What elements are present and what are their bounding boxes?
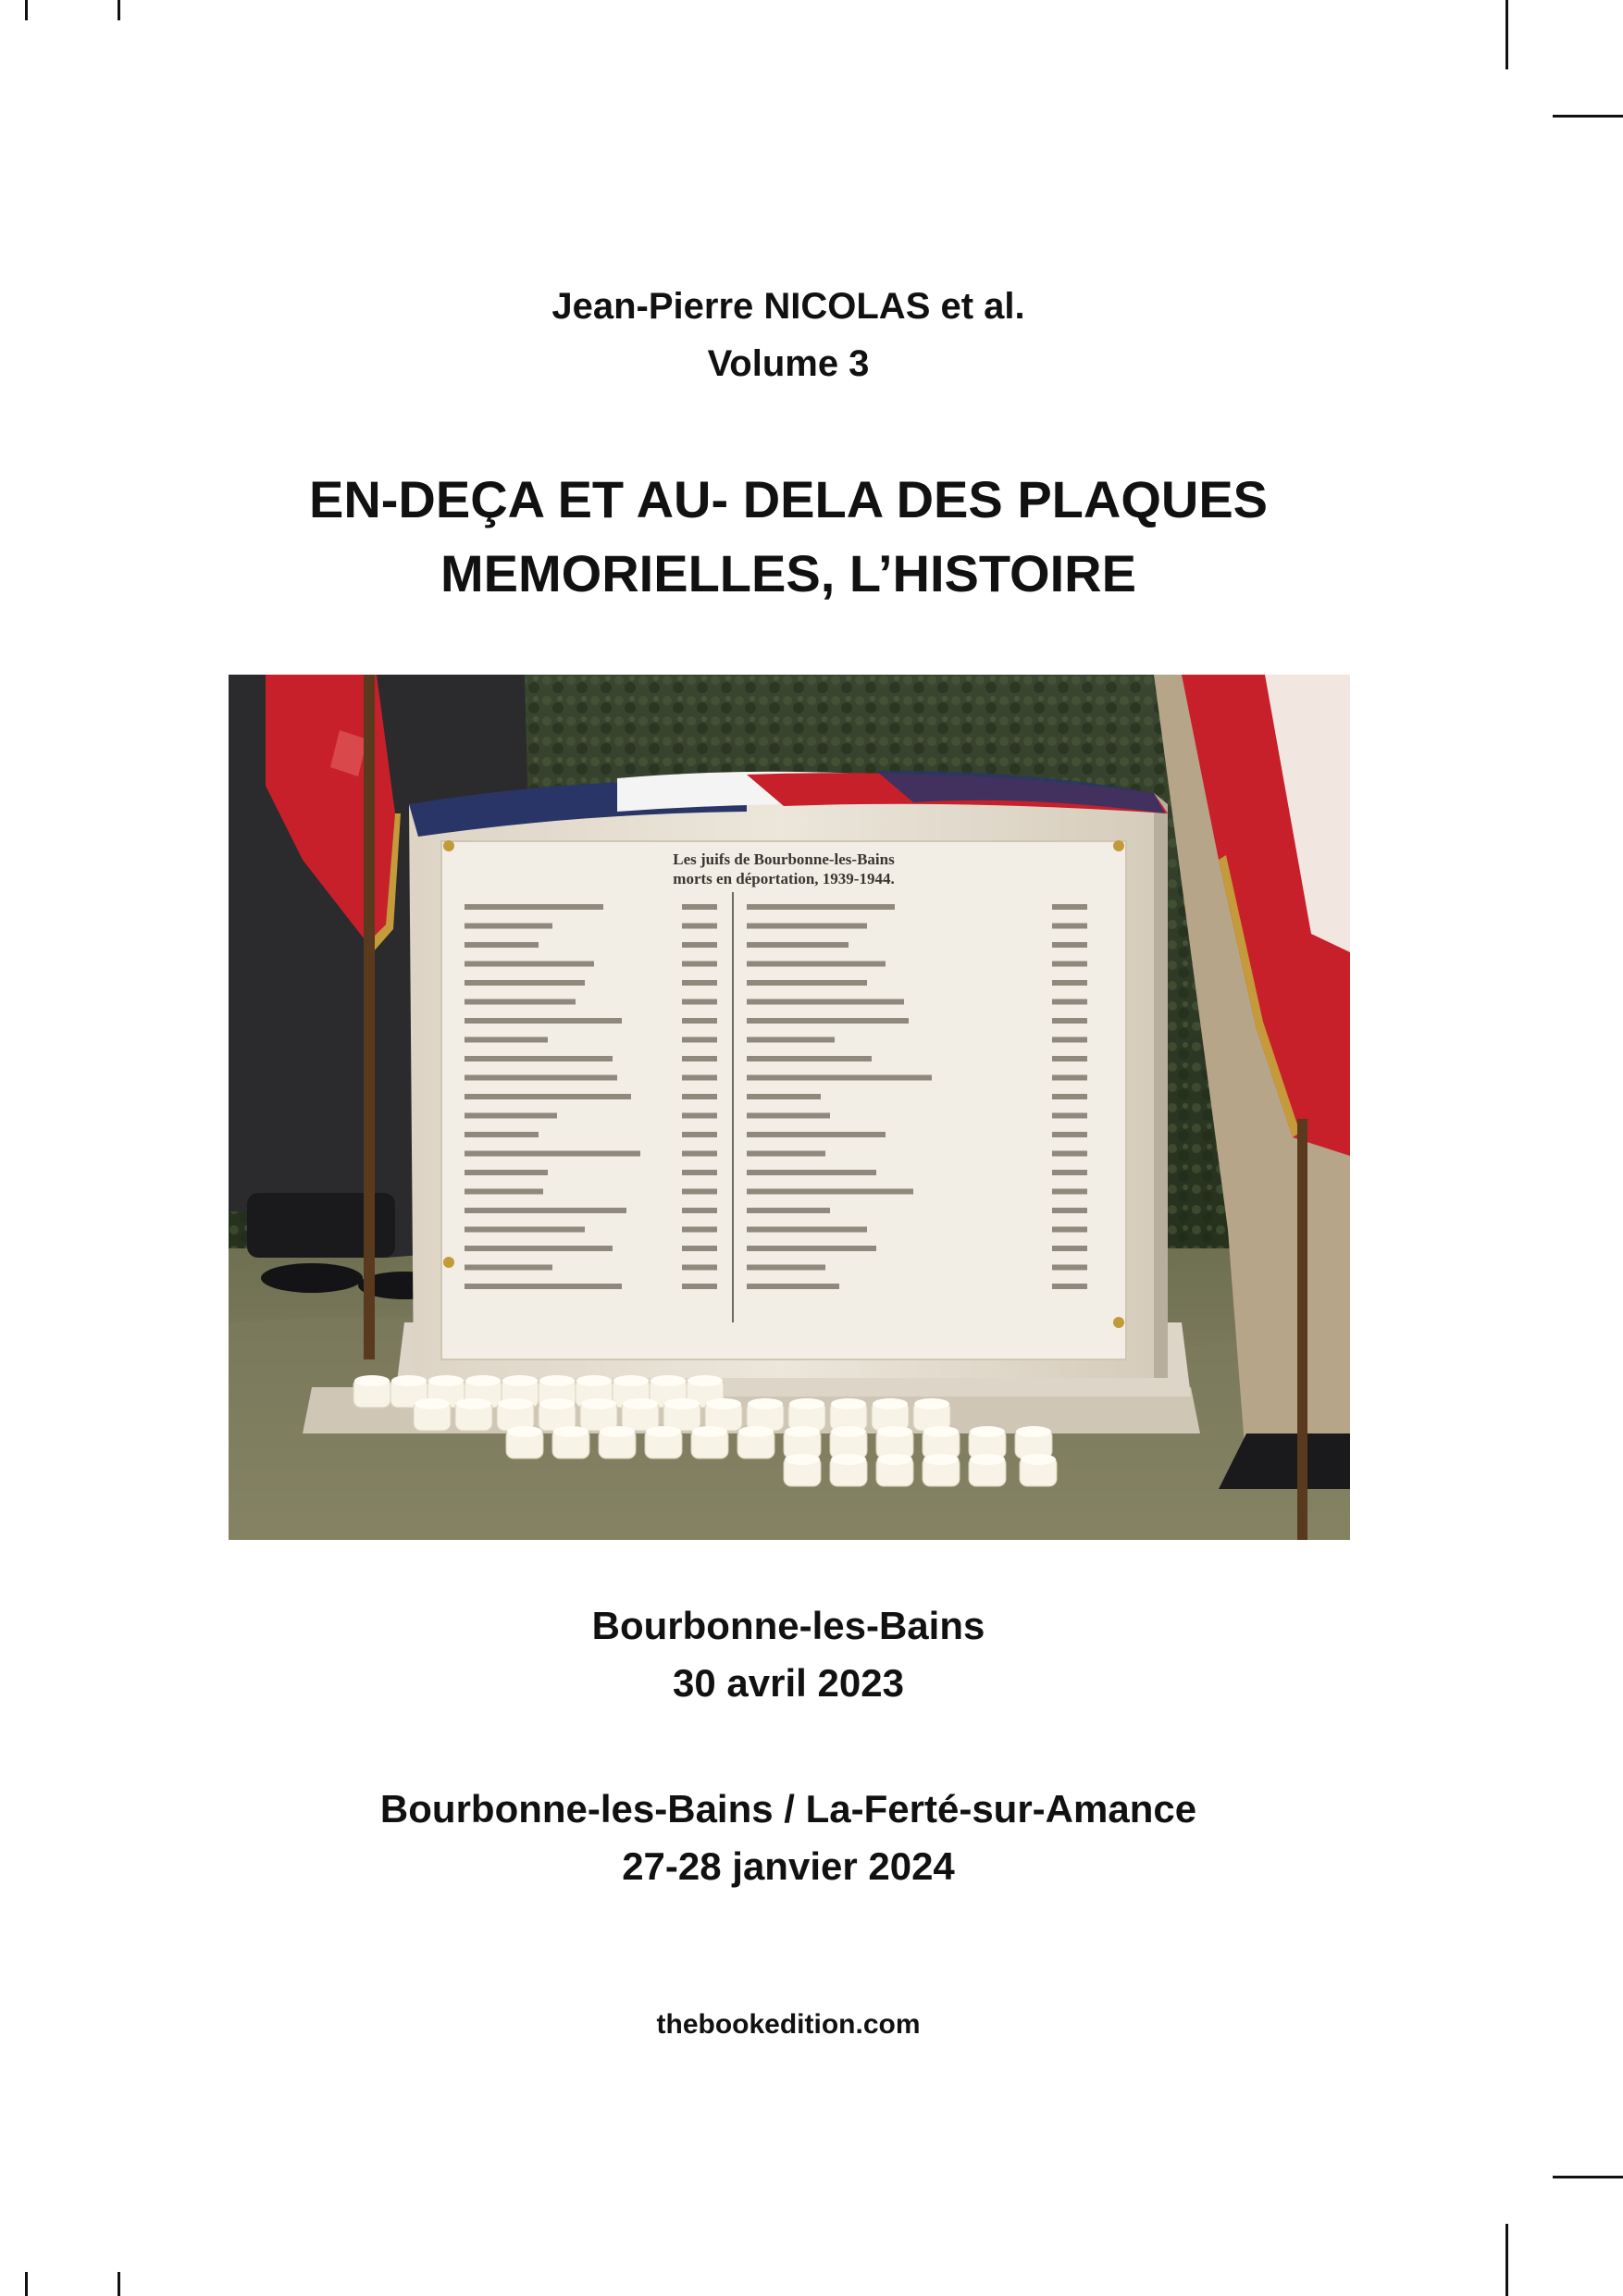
title-line-1: EN-DEÇA ET AU- DELA DES PLAQUES	[308, 470, 1269, 528]
crop-mark-bottom-left-1	[25, 2272, 28, 2296]
event-1-place: Bourbonne-les-Bains	[591, 1604, 985, 1647]
crop-mark-top-right-h	[1553, 115, 1623, 118]
author-block	[0, 278, 1577, 392]
crop-mark-top-right-v	[1505, 0, 1508, 69]
title-line-2: MEMORIELLES, L’HISTOIRE	[440, 544, 1136, 602]
publisher-website: thebookedition.com	[656, 2009, 921, 2040]
plaque-heading-1: Les juifs de Bourbonne-les-Bains	[673, 850, 895, 868]
event-1-date: 30 avril 2023	[673, 1661, 904, 1705]
plaque-heading-2: morts en déportation, 1939-1944.	[673, 870, 895, 887]
crop-mark-bottom-left-2	[118, 2272, 120, 2296]
volume-label: Volume 3	[707, 343, 870, 384]
event-2	[0, 1781, 1577, 1895]
crop-mark-top-left-1	[25, 0, 28, 20]
memorial-plaque-photo	[229, 675, 1350, 1540]
event-2-date: 27-28 janvier 2024	[622, 1844, 955, 1888]
author-name: Jean-Pierre NICOLAS et al.	[551, 286, 1025, 327]
event-2-place: Bourbonne-les-Bains / La-Ferté-sur-Amance	[379, 1787, 1197, 1831]
event-1	[0, 1597, 1577, 1712]
crop-mark-bottom-right-v	[1505, 2224, 1508, 2296]
crop-mark-top-left-2	[118, 0, 120, 20]
crop-mark-bottom-right-h	[1553, 2176, 1623, 2178]
book-title	[0, 463, 1577, 611]
